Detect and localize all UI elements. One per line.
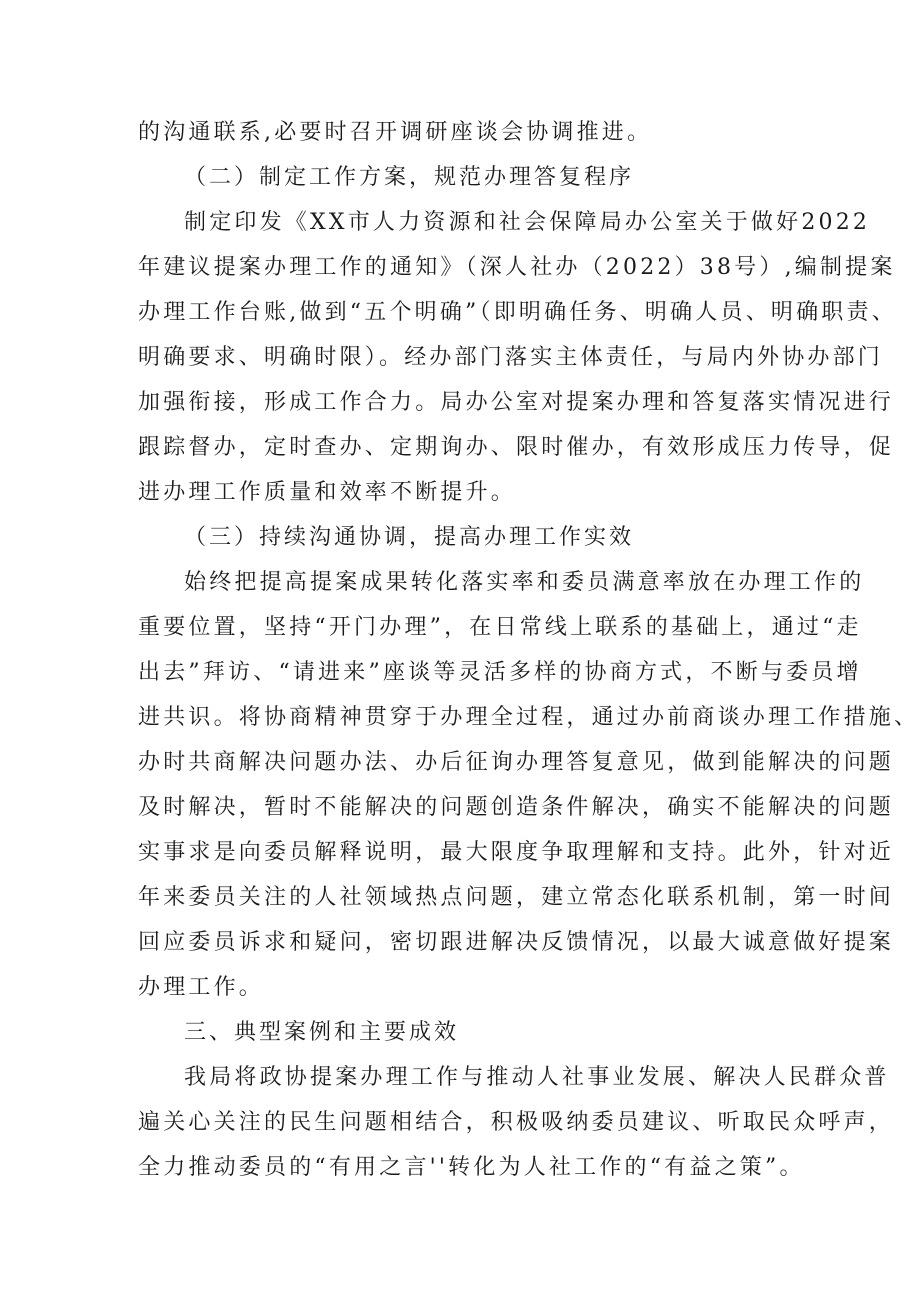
- body-line: 进办理工作质量和效率不断提升。: [138, 480, 517, 505]
- body-line: 实事求是向委员解释说明，最大限度争取理解和支持。此外，针对近: [138, 840, 895, 865]
- body-line: 重要位置，坚持“开门办理”，在日常线上联系的基础上，通过“走: [138, 615, 862, 640]
- body-line: 我局将政协提案办理工作与推动人社事业发展、解决人民群众普: [184, 1065, 890, 1090]
- body-line: 全力推动委员的“有用之言''转化为人社工作的“有益之策”。: [138, 1155, 805, 1180]
- body-line: 年建议提案办理工作的通知》（深人社办（2022）38号）,编制提案: [138, 255, 896, 280]
- body-line: 始终把提高提案成果转化落实率和委员满意率放在办理工作的: [184, 570, 865, 595]
- body-line: 办理工作台账,做到“五个明确”（即明确任务、明确人员、明确职责、: [138, 300, 897, 325]
- section-heading: （二）制定工作方案，规范办理答复程序: [184, 165, 635, 190]
- body-line: 办时共商解决问题办法、办后征询办理答复意见，做到能解决的问题: [138, 750, 895, 775]
- body-line: 遍关心关注的民生问题相结合，积极吸纳委员建议、听取民众呼声，: [138, 1110, 895, 1135]
- body-line: 出去”拜访、“请进来”座谈等灵活多样的协商方式，不断与委员增: [138, 660, 862, 685]
- body-line: 明确要求、明确时限）。经办部门落实主体责任，与局内外协办部门: [138, 345, 884, 370]
- body-line: 年来委员关注的人社领域热点问题，建立常态化联系机制，第一时间: [138, 885, 895, 910]
- section-heading: 三、典型案例和主要成效: [184, 1020, 460, 1045]
- body-line: 跟踪督办，定时查办、定期询办、限时催办，有效形成压力传导，促: [138, 435, 895, 460]
- body-line: 回应委员诉求和疑问，密切跟进解决反馈情况，以最大诚意做好提案: [138, 930, 895, 955]
- body-line: 办理工作。: [138, 975, 265, 1000]
- section-heading: （三）持续沟通协调，提高办理工作实效: [184, 525, 635, 550]
- body-line: 进共识。将协商精神贯穿于办理全过程，通过办前商谈办理工作措施、: [138, 705, 920, 730]
- body-line: 制定印发《XX市人力资源和社会保障局办公室关于做好2022: [184, 210, 871, 235]
- body-line: 加强衔接，形成工作合力。局办公室对提案办理和答复落实情况进行: [138, 390, 895, 415]
- body-line: 及时解决，暂时不能解决的问题创造条件解决，确实不能解决的问题: [138, 795, 895, 820]
- body-line: 的沟通联系,必要时召开调研座谈会协调推进。: [138, 120, 653, 145]
